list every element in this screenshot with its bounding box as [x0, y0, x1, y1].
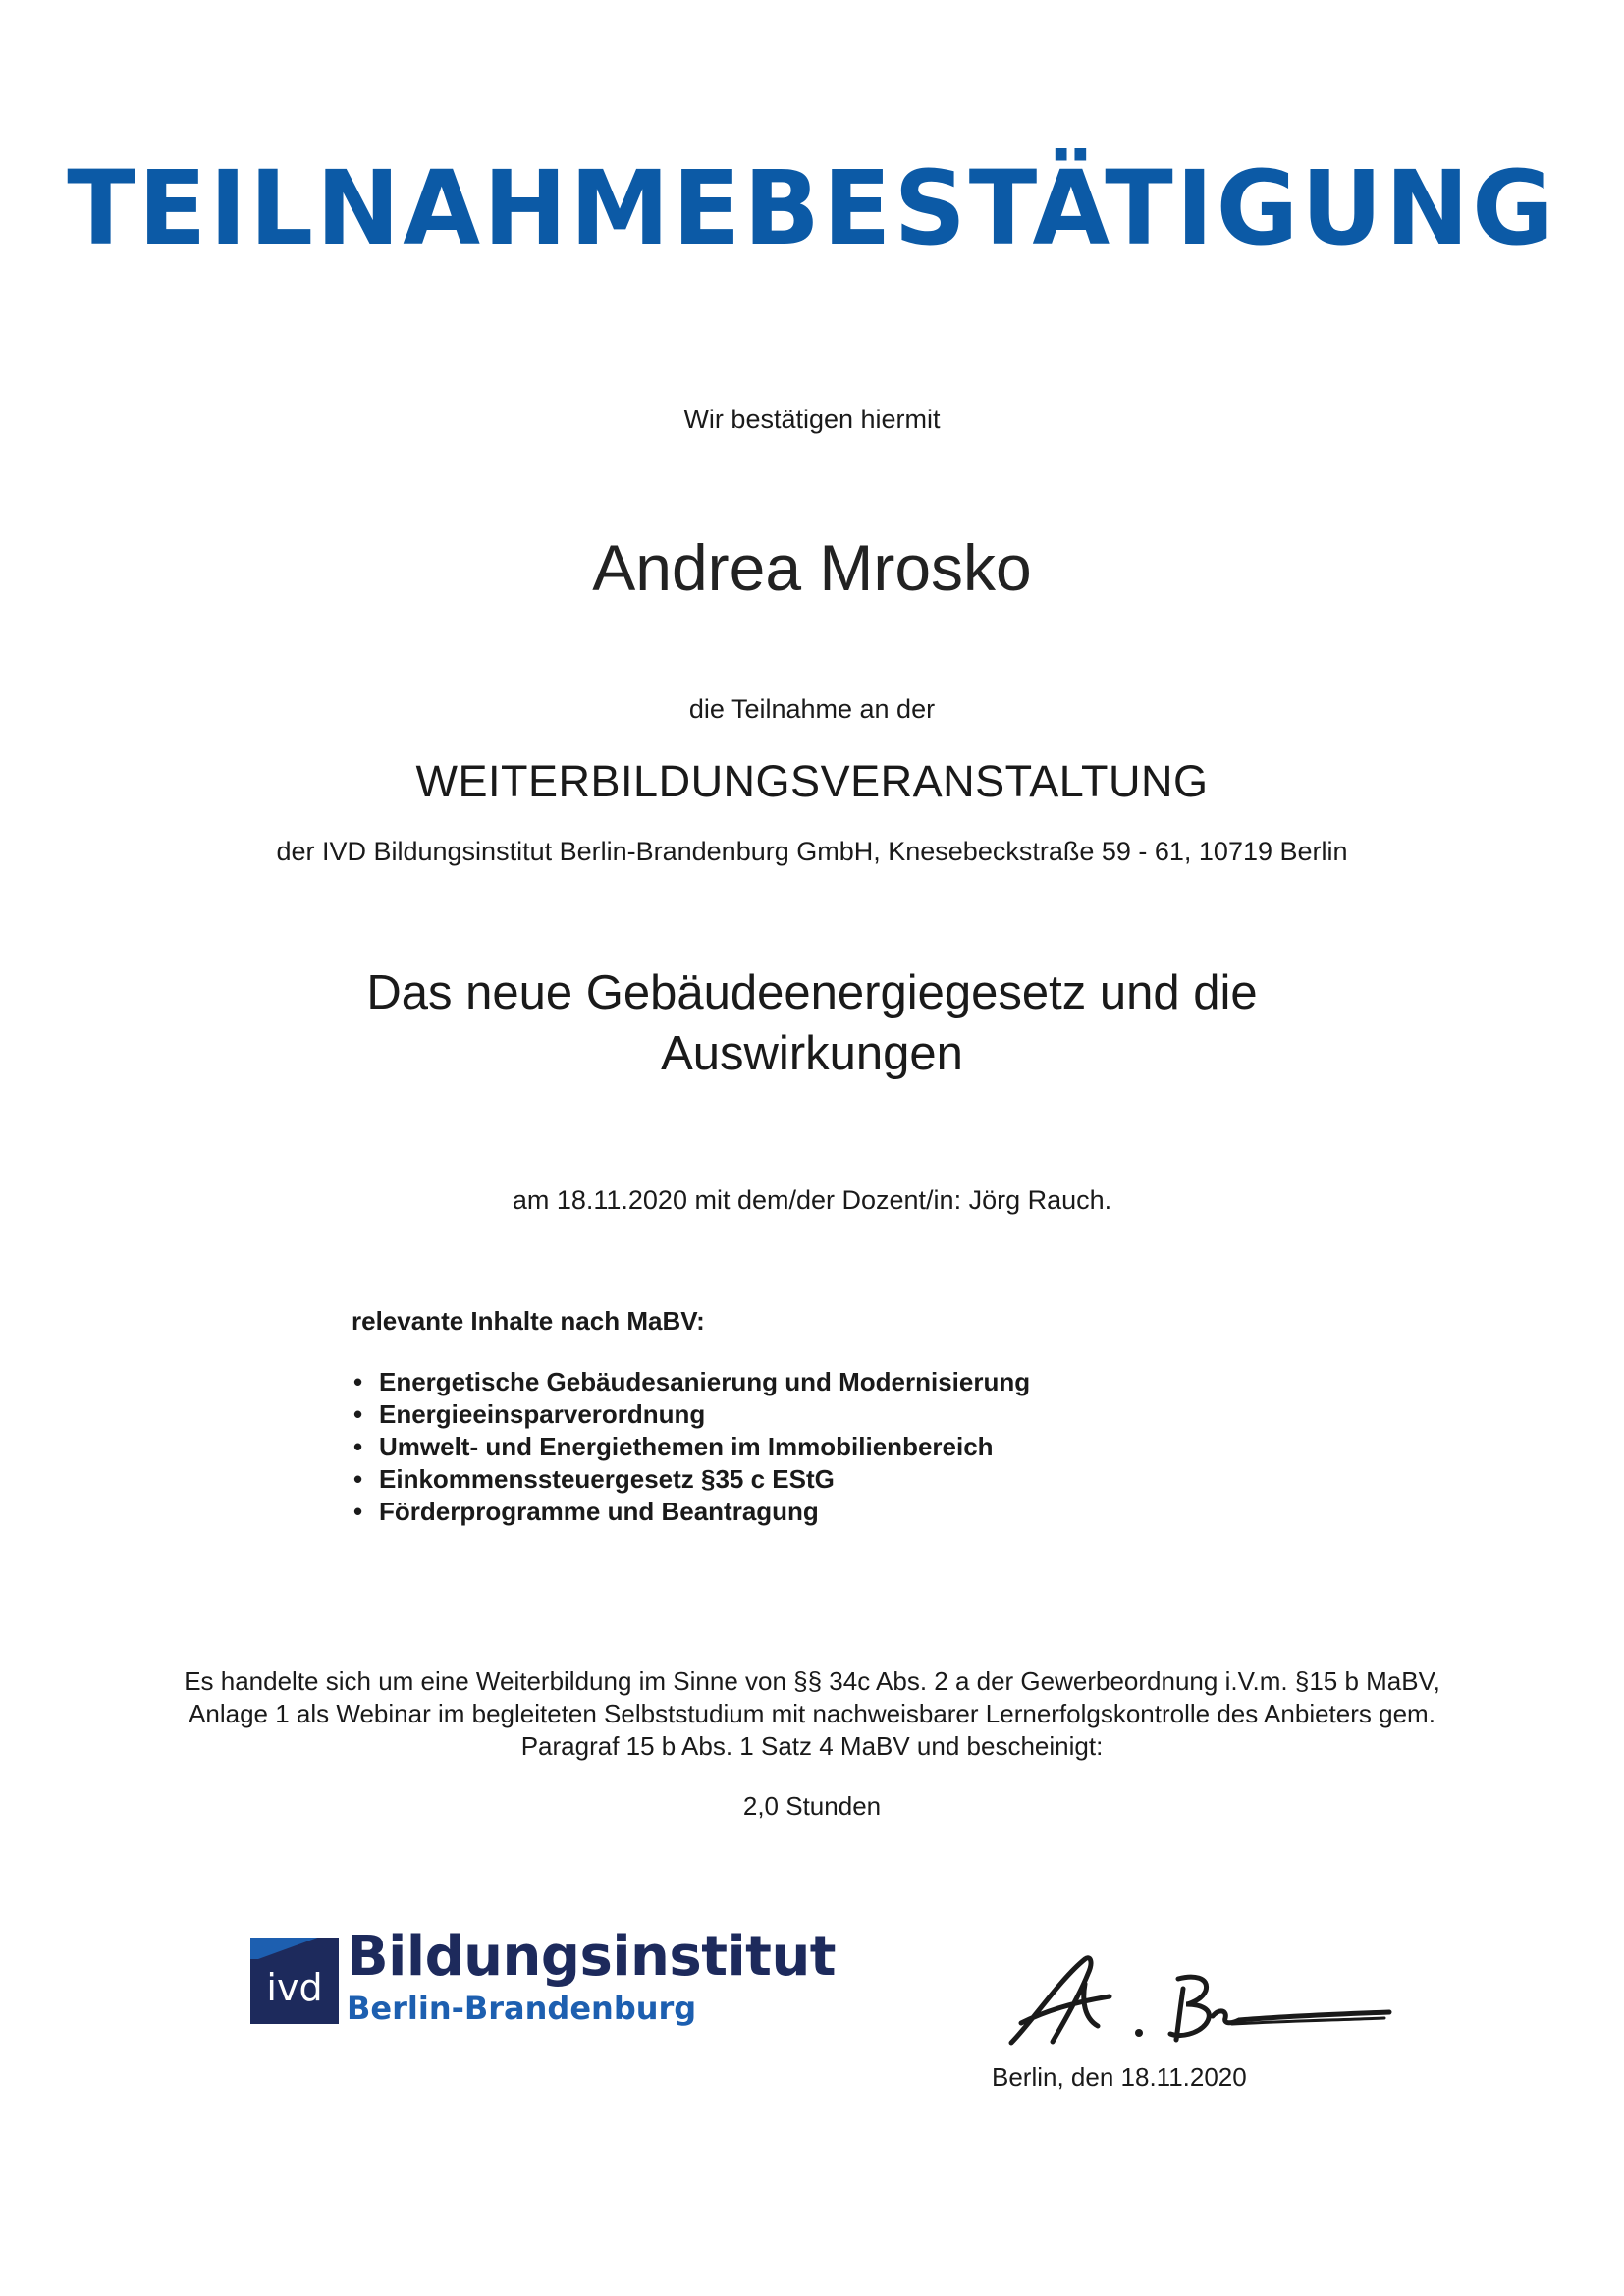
course-title	[0, 962, 1624, 1084]
bullet-icon: •	[353, 1399, 363, 1429]
hours-value: 2,0 Stunden	[742, 1791, 882, 1821]
list-item	[352, 1496, 1333, 1528]
legal-line-1: Es handelte sich um eine Weiterbildung im Sinne von §§ 34c Abs. 2 a der Gewerbeordnung i.V.m. §15 b MaBV,	[184, 1667, 1440, 1696]
list-item-text: Einkommenssteuergesetz §35 c EStG	[379, 1464, 835, 1494]
logo-sub-text: Berlin-Brandenburg	[347, 1990, 697, 2027]
ivd-logo	[250, 1925, 839, 2038]
content-list	[352, 1366, 1333, 1528]
bullet-icon: •	[353, 1367, 363, 1396]
date-lecturer-line: am 18.11.2020 mit dem/der Dozent/in: Jörg Rauch.	[512, 1185, 1112, 1215]
bullet-icon: •	[353, 1464, 363, 1494]
logo-main-text: Bildungsinstitut	[347, 1925, 837, 1989]
list-item	[352, 1398, 1333, 1431]
list-item-text: Förderprogramme und Beantragung	[379, 1497, 819, 1526]
content-heading: relevante Inhalte nach MaBV:	[352, 1306, 705, 1336]
signature	[992, 1940, 1394, 2057]
list-item	[352, 1366, 1333, 1398]
place-date: Berlin, den 18.11.2020	[992, 2062, 1247, 2092]
content-section	[352, 1306, 1333, 1528]
course-title-line-2: Auswirkungen	[661, 1027, 963, 1080]
logo-box-text: ivd	[266, 1966, 323, 2009]
participation-text: die Teilnahme an der	[688, 694, 936, 724]
intro-text: Wir bestätigen hiermit	[683, 405, 941, 434]
organizer-address: der IVD Bildungsinstitut Berlin-Brandenburg GmbH, Knesebeckstraße 59 - 61, 10719 Berlin	[276, 837, 1348, 866]
list-item	[352, 1463, 1333, 1496]
course-title-line-1: Das neue Gebäudeenergiegesetz und die	[366, 966, 1258, 1019]
logo-box-accent	[250, 1938, 339, 1959]
legal-line-3: Paragraf 15 b Abs. 1 Satz 4 MaBV und bescheinigt:	[520, 1731, 1104, 1761]
list-item-text: Energieeinsparverordnung	[379, 1399, 706, 1429]
list-item-text: Energetische Gebäudesanierung und Modernisierung	[379, 1367, 1031, 1396]
bullet-icon: •	[353, 1497, 363, 1526]
participant-name: Andrea Mrosko	[592, 531, 1032, 604]
list-item	[352, 1431, 1333, 1463]
bullet-icon: •	[353, 1432, 363, 1461]
event-type: WEITERBILDUNGSVERANSTALTUNG	[415, 756, 1209, 806]
legal-statement	[147, 1666, 1477, 1763]
certificate-title: TEILNAHMEBESTÄTIGUNG	[67, 148, 1557, 268]
legal-line-2: Anlage 1 als Webinar im begleiteten Selbststudium mit nachweisbarer Lernerfolgskontrolle des Anbieters gem.	[189, 1699, 1435, 1728]
list-item-text: Umwelt- und Energiethemen im Immobilienbereich	[379, 1432, 994, 1461]
